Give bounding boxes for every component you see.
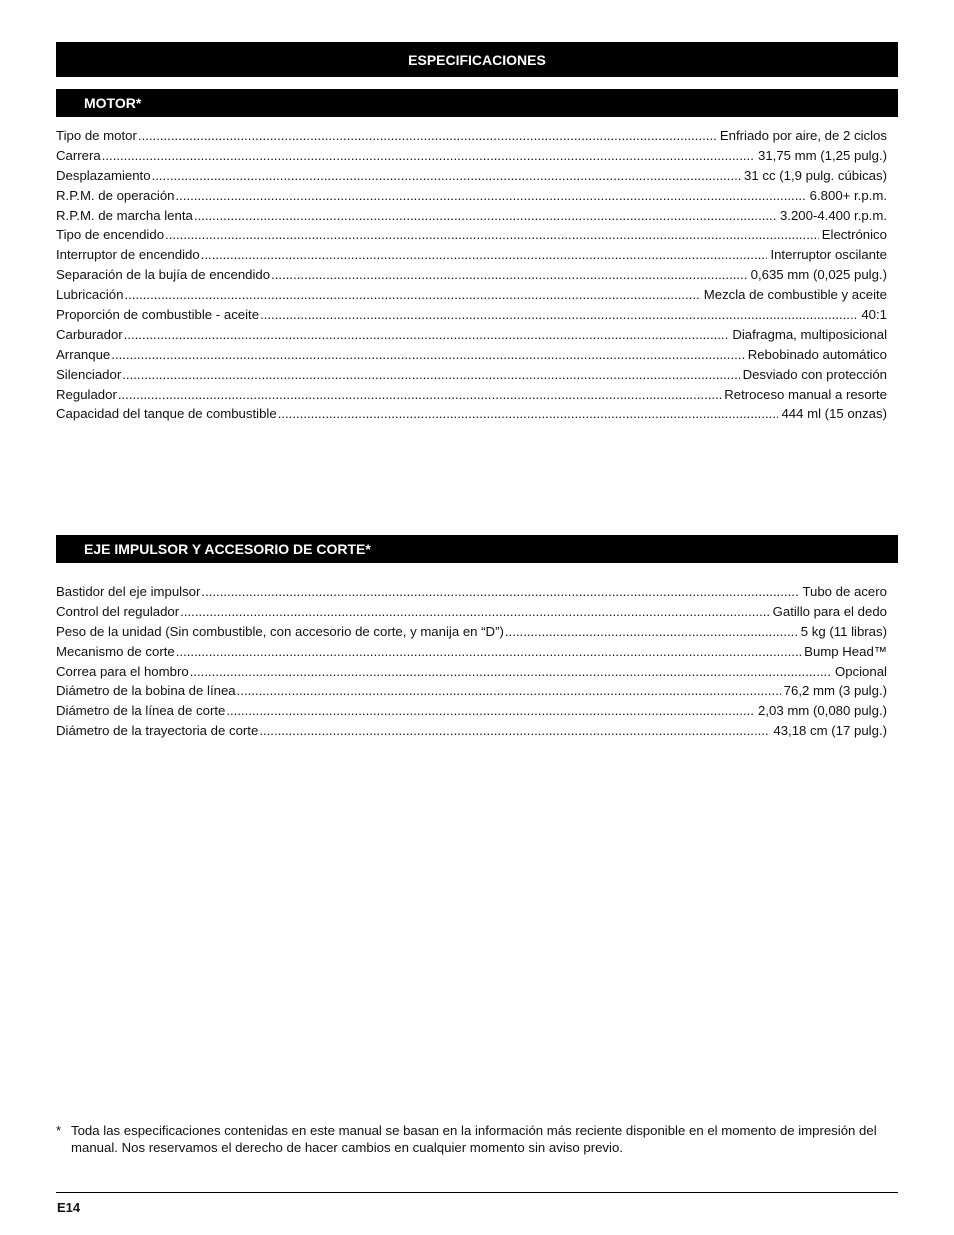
spec-row [56,703,887,723]
spec-label: Lubricación [56,287,124,303]
drive-shaft-section-header [56,535,898,563]
spec-row [56,584,887,604]
page-number: E14 [57,1200,81,1215]
spec-value: 5 kg (11 libras) [800,623,887,639]
spec-label: Mecanismo de corte [56,643,175,659]
spec-label: Regulador [56,386,117,402]
dot-leader [165,227,819,242]
spec-label: R.P.M. de marcha lenta [56,207,193,223]
spec-label: Desplazamiento [56,167,151,183]
dot-leader [237,683,781,698]
dot-leader [152,168,741,183]
spec-row [56,168,887,188]
spec-value: Mezcla de combustible y aceite [703,287,887,303]
spec-row [56,604,887,624]
spec-row [56,208,887,228]
spec-row [56,644,887,664]
spec-row [56,664,887,684]
spec-value: Retroceso manual a resorte [724,386,887,402]
dot-leader [271,267,748,282]
spec-value: Gatillo para el dedo [772,603,887,619]
spec-value: Diafragma, multiposicional [732,326,887,342]
spec-row [56,307,887,327]
spec-row [56,188,887,208]
spec-value: Opcional [834,663,887,679]
spec-label: Tipo de motor [56,128,137,143]
motor-section-header [56,89,898,117]
dot-leader [180,604,769,619]
dot-leader [122,367,739,382]
dot-leader [201,247,768,262]
dot-leader [111,347,744,362]
spec-value: Electrónico [821,227,887,243]
spec-row [56,347,887,367]
spec-label: Correa para el hombro [56,663,189,679]
spec-label: Interruptor de encendido [56,247,200,263]
spec-label: R.P.M. de operación [56,187,175,203]
page-title: ESPECIFICACIONES [408,52,546,68]
dot-leader [176,644,801,659]
spec-label: Control del regulador [56,603,180,619]
page-title-bar [56,42,898,77]
spec-row [56,387,887,407]
spec-label: Carrera [56,147,101,163]
spec-value: Rebobinado automático [747,346,887,362]
spec-label: Carburador [56,326,123,342]
spec-label: Separación de la bujía de encendido [56,267,271,283]
dot-leader [176,188,807,203]
spec-label: Diámetro de la línea de corte [56,703,226,719]
footnote-text: Toda las especificaciones contenidas en este manual se basan en la información más reciente disponible en el momento de impresión del manual. Nos reservamos el derecho de hacer cambios en cualquier momento sin aviso previo. [71,1123,877,1155]
spec-label: Diámetro de la bobina de línea [56,683,236,699]
spec-row [56,327,887,347]
spec-label: Peso de la unidad (Sin combustible, con accesorio de corte, y manija en “D”) [56,623,504,639]
drive-shaft-section-title: EJE IMPULSOR Y ACCESORIO DE CORTE* [84,541,371,557]
dot-leader [138,128,717,143]
spec-value: Desviado con protección [742,366,887,382]
motor-section-title: MOTOR* [84,95,142,111]
spec-row [56,287,887,307]
spec-value: 0,635 mm (0,025 pulg.) [750,267,887,283]
dot-leader [124,327,730,342]
spec-row [56,406,887,426]
drive-shaft-spec-list [56,584,887,743]
spec-value: Interruptor oscilante [770,247,887,263]
spec-value: 76,2 mm (3 pulg.) [783,683,887,699]
dot-leader [260,307,858,322]
spec-value: 31 cc (1,9 pulg. cúbicas) [744,167,887,183]
spec-value: 2,03 mm (0,080 pulg.) [757,703,887,719]
spec-value: Enfriado por aire, de 2 ciclos [719,128,887,143]
dot-leader [259,723,770,738]
spec-value: 6.800+ r.p.m. [809,187,887,203]
footer-divider [56,1192,898,1193]
spec-value: Bump Head™ [804,643,887,659]
spec-label: Diámetro de la trayectoria de corte [56,723,259,739]
dot-leader [190,664,832,679]
dot-leader [201,584,799,599]
spec-label: Arranque [56,346,111,362]
dot-leader [118,387,721,402]
spec-row [56,723,887,743]
spec-value: 444 ml (15 onzas) [781,406,887,422]
dot-leader [194,208,777,223]
footnote [56,1122,898,1156]
spec-label: Bastidor del eje impulsor [56,584,201,599]
dot-leader [226,703,755,718]
spec-row [56,128,887,148]
spec-row [56,247,887,267]
spec-row [56,227,887,247]
spec-label: Proporción de combustible - aceite [56,307,260,323]
spec-value: 40:1 [861,307,887,323]
spec-label: Tipo de encendido [56,227,165,243]
spec-row [56,367,887,387]
spec-row [56,683,887,703]
footnote-marker: * [56,1123,62,1138]
spec-row [56,267,887,287]
spec-row [56,148,887,168]
spec-value: Tubo de acero [802,584,887,599]
spec-value: 31,75 mm (1,25 pulg.) [757,147,887,163]
spec-label: Capacidad del tanque de combustible [56,406,277,422]
dot-leader [124,287,700,302]
dot-leader [278,406,779,421]
spec-label: Silenciador [56,366,122,382]
spec-value: 3.200-4.400 r.p.m. [779,207,887,223]
motor-spec-list [56,128,887,426]
spec-value: 43,18 cm (17 pulg.) [773,723,887,739]
dot-leader [102,148,755,163]
dot-leader [505,624,798,639]
spec-row [56,624,887,644]
